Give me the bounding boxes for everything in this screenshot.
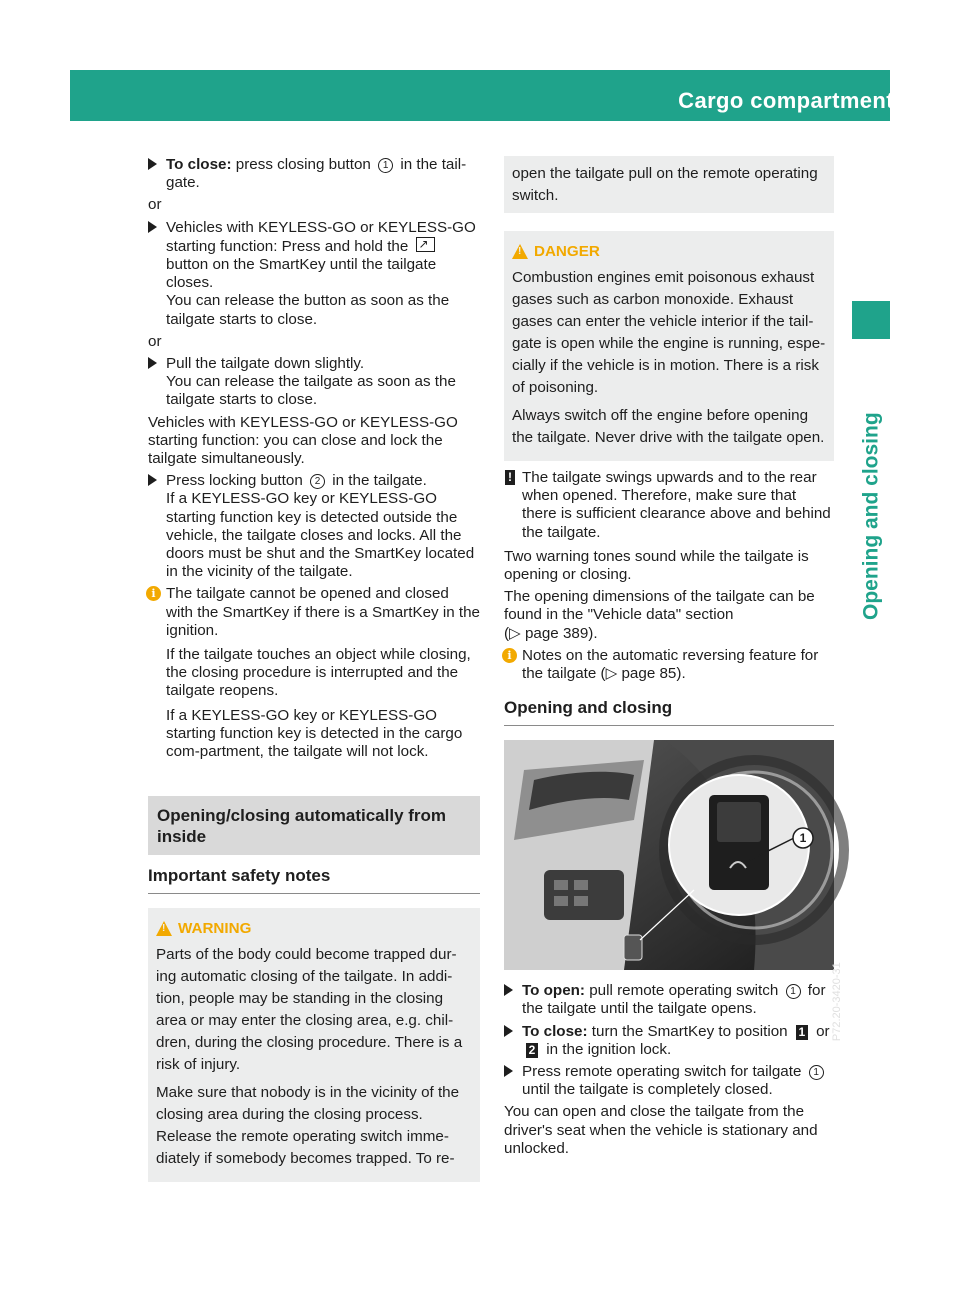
info-note bbox=[504, 647, 834, 683]
paragraph: You can open and close the tailgate from the driver's seat when the vehicle is stationary and unlocked. bbox=[504, 1103, 818, 1157]
step-text: Press remote operating switch for tailgate bbox=[522, 1063, 802, 1081]
step-text: If a KEYLESS-GO key or KEYLESS-GO starting function key is detected outside the vehicle, the tailgate closes and locks. All the doors must be shut and the SmartKey located in the vicinity of the tailgate. bbox=[166, 490, 475, 581]
step-text: or bbox=[816, 1022, 830, 1040]
tailgate-key-icon bbox=[416, 237, 435, 252]
right-column bbox=[504, 156, 843, 1162]
danger-box bbox=[504, 231, 834, 461]
subheading-opening-closing: Opening and closing bbox=[504, 697, 834, 726]
note-text: The tailgate cannot be opened and closed with the SmartKey if there is a SmartKey in the ignition. bbox=[166, 585, 481, 639]
side-tab-marker bbox=[852, 301, 890, 339]
warning-continuation: open the tailgate pull on the remote operating switch. bbox=[504, 156, 834, 213]
step-keyless bbox=[148, 219, 480, 329]
step-text: until the tailgate is completely closed. bbox=[522, 1081, 773, 1099]
position-1-badge: 1 bbox=[796, 1025, 808, 1040]
step-to-close bbox=[148, 156, 480, 192]
position-2-badge: 2 bbox=[526, 1043, 538, 1058]
callout-1-icon: 1 bbox=[786, 984, 801, 999]
callout-1-icon: 1 bbox=[809, 1065, 824, 1080]
danger-text: Always switch off the engine before opening the tailgate. Never drive with the tailgate open. bbox=[512, 407, 825, 446]
side-tab-label-wrap bbox=[848, 350, 888, 620]
arrow-icon bbox=[504, 984, 513, 996]
step-text: pull remote operating switch bbox=[589, 982, 779, 1000]
step-text: for the tailgate until the tailgate opens. bbox=[522, 982, 826, 1018]
arrow-icon bbox=[504, 1025, 513, 1037]
info-icon: i bbox=[502, 648, 517, 663]
side-tab-label: Opening and closing bbox=[860, 412, 883, 620]
arrow-icon bbox=[148, 357, 157, 369]
image-callout: 1 bbox=[799, 831, 807, 846]
warning-text: Parts of the body could become trapped dur-ing automatic closing of the tailgate. In addi-tion, people may be standing in the closing area or may enter the closing area, e.g. chil-dren, during the closing procedure. There is a risk of injury. bbox=[156, 946, 463, 1074]
step-press-locking bbox=[148, 472, 480, 581]
step-text: in the tailgate. bbox=[332, 472, 427, 490]
step-text: You can release the button as soon as the tailgate starts to close. bbox=[166, 292, 450, 328]
danger-text: Combustion engines emit poisonous exhaust gases such as carbon monoxide. Exhaust gases can enter the vehicle interior if the tail-gate is open while the engine is running, espe-cially if the vehicle is in motion. There is a risk of poisoning. bbox=[512, 269, 826, 396]
warning-box bbox=[148, 908, 480, 1182]
note-text: If the tailgate touches an object while closing, the closing procedure is interrupted and the tailgate reopens. bbox=[166, 646, 471, 700]
note-text: If a KEYLESS-GO key or KEYLESS-GO starting function key is detected in the cargo com-partment, the tailgate will not lock. bbox=[166, 706, 463, 761]
arrow-icon bbox=[148, 158, 157, 170]
info-note bbox=[148, 585, 480, 761]
step-label: To close: bbox=[166, 156, 232, 173]
paragraph-text: The opening dimensions of the tailgate can be found in the "Vehicle data" section bbox=[504, 588, 815, 624]
step-label: To open: bbox=[522, 982, 585, 1000]
image-code: P72.20-3420-31 bbox=[831, 962, 843, 1042]
info-icon: i bbox=[146, 586, 161, 601]
step-text: Pull the tailgate down slightly. bbox=[166, 355, 365, 373]
step-label: To close: bbox=[522, 1022, 588, 1040]
callout-1-icon: 1 bbox=[378, 158, 393, 173]
left-column bbox=[148, 156, 480, 1182]
step-press-switch bbox=[504, 1063, 834, 1099]
step-text: Press locking button bbox=[166, 472, 303, 490]
note-text: The tailgate swings upwards and to the rear when opened. Therefore, make sure that there is sufficient clearance above and behind the tailgate. bbox=[522, 469, 831, 541]
note-text: Notes on the automatic reversing feature for the tailgate (▷ page 85). bbox=[522, 646, 819, 683]
paragraph: Two warning tones sound while the tailgate is opening or closing. bbox=[504, 547, 809, 584]
section-heading: Opening/closing automatically from inside bbox=[148, 796, 480, 855]
page-number: 87 bbox=[921, 90, 943, 111]
step-text: You can release the tailgate as soon as the tailgate starts to close. bbox=[166, 373, 456, 409]
step-text: in the ignition lock. bbox=[546, 1040, 672, 1058]
arrow-icon bbox=[148, 221, 157, 233]
exclamation-icon: ! bbox=[505, 470, 515, 485]
caution-note bbox=[504, 469, 834, 542]
step-pull-down bbox=[148, 355, 480, 410]
chapter-title: Cargo compartment bbox=[678, 88, 894, 113]
step-text: turn the SmartKey to position bbox=[591, 1022, 788, 1040]
door-panel-illustration bbox=[504, 740, 834, 970]
danger-title: DANGER ! bbox=[512, 241, 826, 263]
paragraph bbox=[504, 588, 834, 643]
step-to-open bbox=[504, 982, 834, 1018]
step-text: in the tail-gate. bbox=[166, 156, 467, 192]
warning-title: WARNING ! bbox=[156, 918, 472, 940]
or-separator: or bbox=[148, 332, 162, 350]
subheading-safety: Important safety notes bbox=[148, 865, 480, 894]
callout-2-icon: 2 bbox=[310, 474, 325, 489]
or-separator: or bbox=[148, 196, 162, 214]
step-text: button on the SmartKey until the tailgate closes. bbox=[166, 256, 437, 292]
step-text: Vehicles with KEYLESS-GO or KEYLESS-GO starting function: Press and hold the bbox=[166, 218, 476, 255]
paragraph: Vehicles with KEYLESS-GO or KEYLESS-GO starting function: you can close and lock the tailgate simultaneously. bbox=[148, 413, 458, 468]
warning-text: Make sure that nobody is in the vicinity of the closing area during the closing process. Release the remote operating switch imme-diately if somebody becomes trapped. To re- bbox=[156, 1084, 460, 1168]
arrow-icon bbox=[148, 474, 157, 486]
arrow-icon bbox=[504, 1065, 513, 1077]
header-bar bbox=[70, 70, 943, 121]
step-to-close bbox=[504, 1023, 834, 1059]
page-reference: (▷ page 389). bbox=[504, 624, 598, 642]
step-text: press closing button bbox=[235, 156, 371, 173]
